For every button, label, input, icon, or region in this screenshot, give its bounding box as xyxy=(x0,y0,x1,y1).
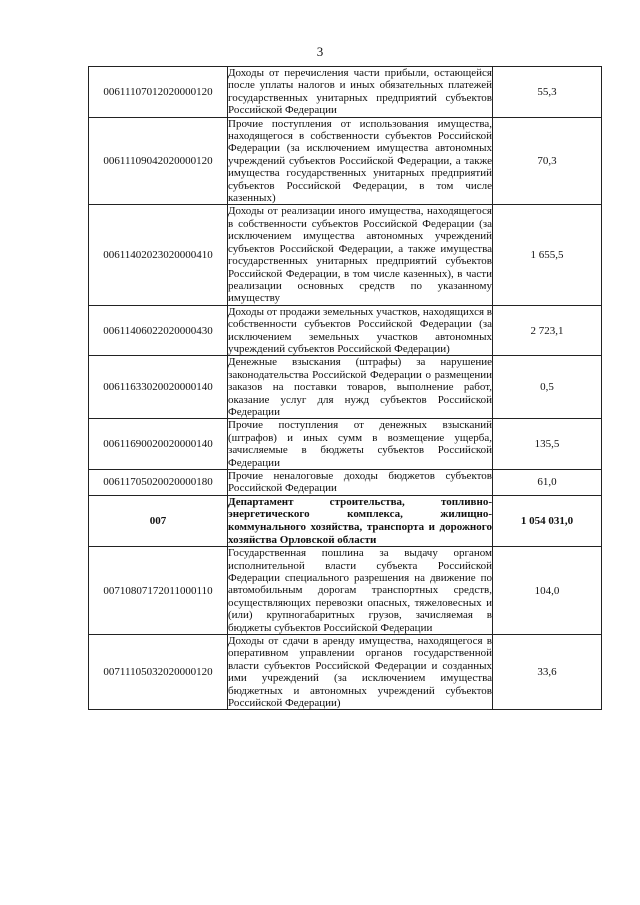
table-row xyxy=(89,356,602,419)
amount-cell: 61,0 xyxy=(493,470,602,496)
income-description-cell: Доходы от сдачи в аренду имущества, находящегося в оперативном управлении органов государственной власти субъектов Российской Федерации и созданных ими учреждений (за исключением имущества бюджетных и автономных учреждений субъектов Российской Федерации) xyxy=(228,635,492,710)
table-row xyxy=(89,205,602,305)
amount-cell: 104,0 xyxy=(493,547,602,635)
income-description-cell: Прочие поступления от денежных взысканий (штрафов) и иных сумм в возмещение ущерба, зачисляемые в бюджеты субъектов Российской Федерации xyxy=(228,419,492,469)
table-row xyxy=(89,305,602,356)
income-code-cell: 00611705020020000180 xyxy=(89,470,228,496)
income-code-cell: 007 xyxy=(89,495,228,546)
income-description-cell: Доходы от перечисления части прибыли, остающейся после уплаты налогов и иных обязательных платежей государственных унитарных предприятий субъектов Российской Федерации xyxy=(228,67,492,117)
amount-cell: 1 054 031,0 xyxy=(493,495,602,546)
income-code-cell: 00710807172011000110 xyxy=(89,547,228,635)
income-code-cell: 00611690020020000140 xyxy=(89,419,228,470)
page-number: 3 xyxy=(316,44,324,59)
income-description-cell: Прочие неналоговые доходы бюджетов субъектов Российской Федерации xyxy=(228,470,492,495)
table-row xyxy=(89,547,602,635)
income-description-cell: Прочие поступления от использования имущества, находящегося в собственности субъектов Российской Федерации (за исключением имущества автономных учреждений субъектов Российской Федерации, а также имущества государственных унитарных предприятий субъектов Российской Федерации, в том числе казенных) xyxy=(228,117,492,205)
income-code-cell: 00611406022020000430 xyxy=(89,305,228,356)
income-code-cell: 00711105032020000120 xyxy=(89,635,228,710)
amount-cell: 135,5 xyxy=(493,419,602,470)
income-description-cell: Доходы от реализации иного имущества, находящегося в собственности субъектов Российской Федерации (за исключением имущества автономных учреждений субъектов Российской Федерации, а также имущества государственных унитарных предприятий субъектов Российской Федерации, в том числе казенных), в части реализации основных средств по указанному имуществу xyxy=(228,205,492,305)
income-code-cell: 00611109042020000120 xyxy=(89,117,228,205)
amount-cell: 55,3 xyxy=(493,67,602,118)
department-row xyxy=(89,495,602,546)
amount-cell: 70,3 xyxy=(493,117,602,205)
amount-cell: 1 655,5 xyxy=(493,205,602,305)
income-description-cell: Департамент строительства, топливно-энергетического комплекса, жилищно-коммунального хозяйства, транспорта и дорожного хозяйства Орловской области xyxy=(228,495,492,546)
income-code-cell: 00611633020020000140 xyxy=(89,356,228,419)
income-code-cell: 00611402023020000410 xyxy=(89,205,228,305)
table-row xyxy=(89,67,602,118)
amount-cell: 2 723,1 xyxy=(493,305,602,356)
revenue-table xyxy=(88,66,602,710)
table-row xyxy=(89,635,602,710)
income-code-cell: 00611107012020000120 xyxy=(89,67,228,118)
income-description-cell: Доходы от продажи земельных участков, находящихся в собственности субъектов Российской Федерации (за исключением земельных участков автономных учреждений субъектов Российской Федерации) xyxy=(228,305,492,355)
table-row xyxy=(89,117,602,205)
amount-cell: 33,6 xyxy=(493,635,602,710)
income-description-cell: Денежные взыскания (штрафы) за нарушение законодательства Российской Федерации о размещении заказов на поставки товаров, выполнение работ, оказание услуг для нужд субъектов Российской Федерации xyxy=(228,356,492,418)
table-row xyxy=(89,419,602,470)
table-row xyxy=(89,470,602,496)
income-description-cell: Государственная пошлина за выдачу органом исполнительной власти субъекта Российской Федерации специального разрешения на движение по автомобильным дорогам транспортных средств, осуществляющих перевозки опасных, тяжеловесных и (или) крупногабаритных грузов, зачисляемая в бюджеты субъектов Российской Федерации xyxy=(228,547,492,634)
amount-cell: 0,5 xyxy=(493,356,602,419)
